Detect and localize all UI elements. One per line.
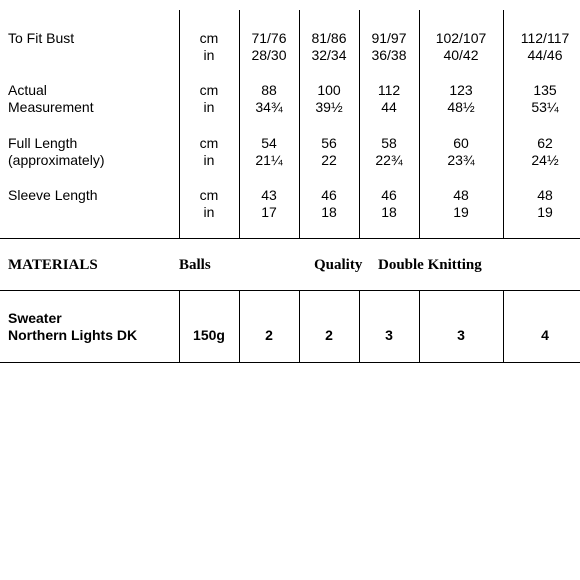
measurement-unit-in: in (203, 204, 215, 220)
measurement-unit-cm: cm (199, 82, 219, 98)
size-in-5: 44/46 (527, 47, 563, 63)
measurement-in-value: 34¾ (255, 99, 283, 115)
size-in-2: 32/34 (311, 47, 347, 63)
measurement-cm-value: 48 (453, 187, 469, 203)
measurement-in-value: 44 (381, 99, 397, 115)
measurement-unit-cm: cm (199, 135, 219, 151)
yarn-divider-5 (503, 290, 504, 362)
ball-count-5: 4 (541, 327, 549, 343)
measurement-cm-value: 56 (321, 135, 337, 151)
ball-count-4: 3 (457, 327, 465, 343)
measurement-label-2-line-1: Full Length (8, 135, 78, 151)
yarn-divider-4 (419, 290, 420, 362)
measurement-in-value: 21¼ (255, 152, 283, 168)
unit-label-cm: cm (199, 30, 219, 46)
measurement-in-value: 19 (537, 204, 553, 220)
measurement-in-value: 17 (261, 204, 277, 220)
yarn-divider-weight (179, 290, 180, 362)
measurement-cm-value: 54 (261, 135, 277, 151)
size-cm-4: 102/107 (435, 30, 487, 46)
measurement-cm-value: 62 (537, 135, 553, 151)
materials-top-rule (0, 290, 580, 291)
measurement-label-3-line-1: Sleeve Length (8, 187, 98, 203)
ball-count-3: 3 (385, 327, 393, 343)
size-in-1: 28/30 (251, 47, 287, 63)
yarn-weight: 150g (193, 327, 225, 343)
measurement-cm-value: 43 (261, 187, 277, 203)
yarn-name-line-2: Northern Lights DK (8, 327, 138, 343)
measurement-in-value: 48½ (447, 99, 475, 115)
measurement-label-1-line-1: Actual (8, 82, 47, 98)
measurement-in-value: 53¼ (531, 99, 559, 115)
materials-heading: MATERIALS (8, 257, 98, 273)
yarn-name-line-1: Sweater (8, 310, 62, 326)
yarn-divider-3 (359, 290, 360, 362)
measurement-in-value: 22 (321, 152, 337, 168)
measurement-in-value: 39½ (315, 99, 343, 115)
measurements-bottom-rule (0, 238, 580, 239)
yarn-divider-2 (299, 290, 300, 362)
yarn-divider-1 (239, 290, 240, 362)
quality-value: Double Knitting (378, 257, 482, 273)
to-fit-bust-label: To Fit Bust (8, 30, 75, 46)
ball-count-2: 2 (325, 327, 333, 343)
measurement-in-value: 22¾ (375, 152, 403, 168)
ball-count-1: 2 (265, 327, 273, 343)
measurement-cm-value: 112 (377, 82, 401, 98)
yarn-bottom-rule (0, 362, 580, 363)
measurement-unit-in: in (203, 99, 215, 115)
measurement-in-value: 18 (321, 204, 337, 220)
measurement-unit-cm: cm (199, 187, 219, 203)
measurement-cm-value: 100 (317, 82, 341, 98)
measurement-cm-value: 135 (533, 82, 557, 98)
measurement-cm-value: 88 (261, 82, 277, 98)
measurement-cm-value: 48 (537, 187, 553, 203)
measurement-label-2-line-2: (approximately) (8, 152, 105, 168)
balls-label: Balls (179, 257, 211, 273)
measurement-unit-in: in (203, 152, 215, 168)
measurement-cm-value: 60 (453, 135, 469, 151)
size-cm-1: 71/76 (251, 30, 287, 46)
measurement-in-value: 23¾ (447, 152, 475, 168)
size-cm-5: 112/117 (520, 30, 570, 46)
measurement-in-value: 19 (453, 204, 469, 220)
measurement-cm-value: 46 (321, 187, 337, 203)
unit-label-in: in (203, 47, 215, 63)
measurement-cm-value: 123 (449, 82, 473, 98)
quality-label: Quality (314, 257, 363, 273)
size-cm-2: 81/86 (311, 30, 347, 46)
size-in-4: 40/42 (443, 47, 479, 63)
measurement-cm-value: 46 (381, 187, 397, 203)
measurement-in-value: 18 (381, 204, 397, 220)
measurement-in-value: 24½ (531, 152, 559, 168)
measurement-cm-value: 58 (381, 135, 397, 151)
size-in-3: 36/38 (371, 47, 407, 63)
measurement-label-1-line-2: Measurement (8, 99, 94, 115)
size-cm-3: 91/97 (371, 30, 407, 46)
